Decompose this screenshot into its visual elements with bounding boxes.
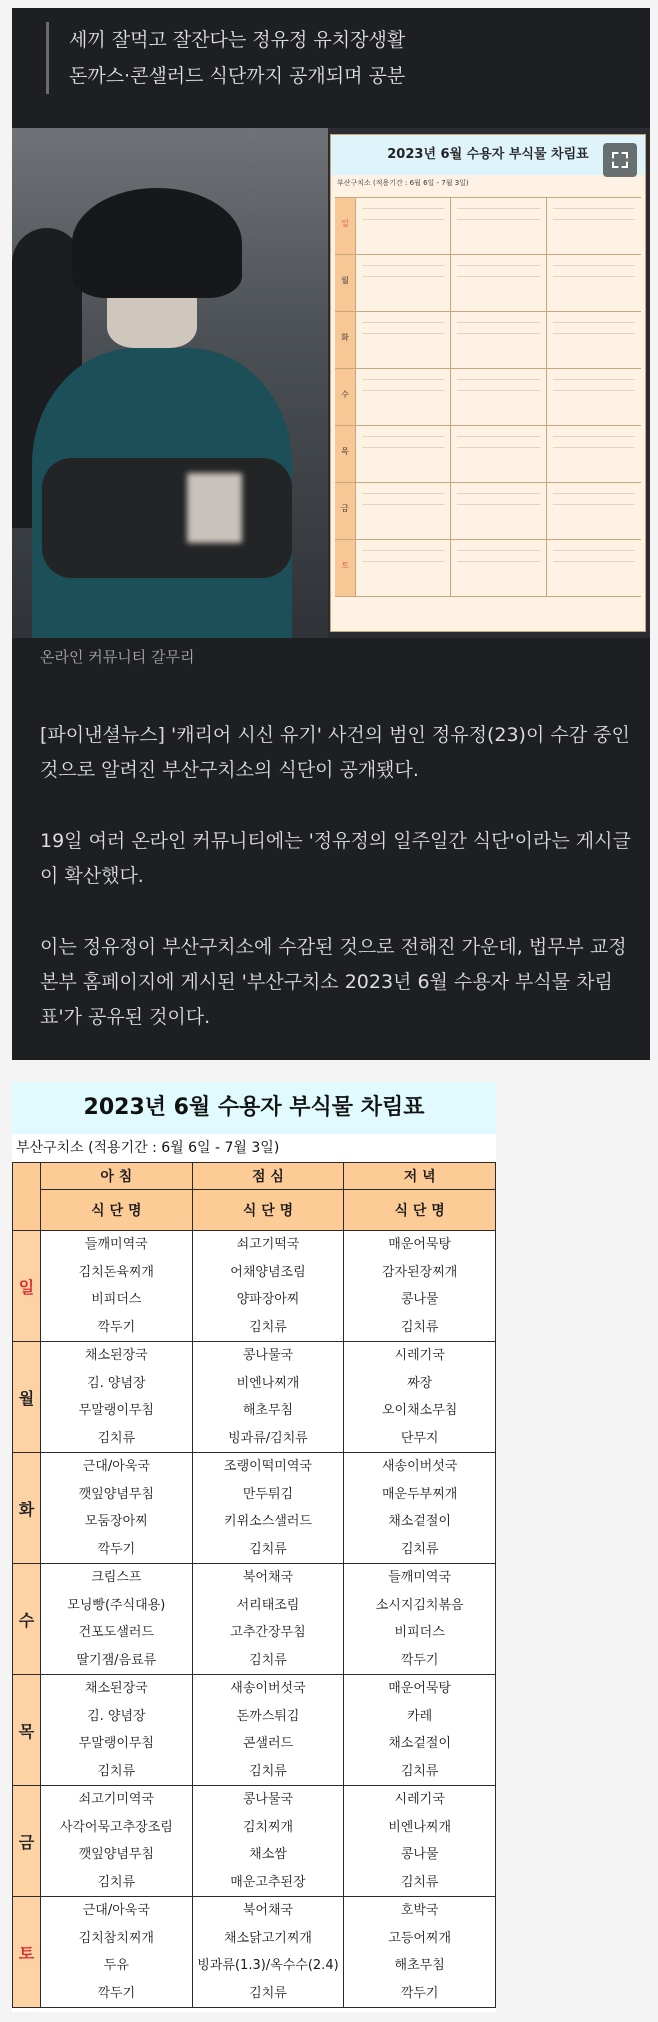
- menu-title: 2023년 6월 수용자 부식물 차림표: [12, 1082, 496, 1134]
- dish-item: 고추간장무침: [230, 1625, 306, 1640]
- mini-line: [553, 208, 635, 209]
- menu-thumbnail-title: 2023년 6월 수용자 부식물 차림표: [331, 135, 645, 175]
- mini-day: 금: [335, 483, 355, 539]
- dish-item: 깍두기: [97, 1541, 136, 1557]
- mini-cell: [450, 540, 545, 596]
- corner-cell: [13, 1163, 41, 1231]
- dish-item: 김치류: [97, 1430, 136, 1446]
- dish-item: 카레: [407, 1708, 433, 1724]
- dish-item: 돈까스튀김: [236, 1708, 300, 1724]
- dinner-cell: [344, 1675, 496, 1786]
- mini-line: [362, 265, 444, 266]
- dish-item: 비피더스: [91, 1292, 142, 1307]
- mini-cell: [546, 369, 641, 425]
- dish-item: 김. 양념장: [87, 1708, 146, 1724]
- menu-table: [12, 1162, 496, 2008]
- dish-item: 오이채소무침: [381, 1403, 458, 1418]
- mini-line: [362, 276, 444, 277]
- dish-item: 감자된장찌개: [381, 1264, 458, 1280]
- article-card: [12, 8, 650, 1060]
- day-row: [13, 1675, 496, 1786]
- dinner-cell: [344, 1231, 496, 1342]
- mini-line: [457, 219, 539, 220]
- dish-item: 단무지: [400, 1430, 439, 1446]
- mini-cell: [355, 369, 450, 425]
- mini-cell: [450, 369, 545, 425]
- mini-day: 화: [335, 312, 355, 368]
- dish-item: 근대/아욱국: [82, 1903, 150, 1918]
- headline: [46, 22, 405, 94]
- mini-line: [362, 219, 444, 220]
- mini-line: [362, 322, 444, 323]
- menu-thumbnail-subtitle: 부산구치소 (적용기간 : 6월 6일 - 7월 3일): [337, 179, 469, 187]
- mini-line: [457, 493, 539, 494]
- dish-item: 채소된장국: [84, 1348, 148, 1363]
- mini-day: 월: [335, 255, 355, 311]
- dish-item: 소시지김치볶음: [375, 1597, 464, 1613]
- mini-line: [457, 276, 539, 277]
- mini-row: [335, 369, 641, 426]
- mini-line: [553, 550, 635, 551]
- dish-item: 크림스프: [91, 1570, 142, 1585]
- dish-item: 깍두기: [97, 1319, 136, 1335]
- dish-item: 김치참치찌개: [78, 1930, 154, 1946]
- dish-item: 무말랭이무침: [78, 1403, 154, 1418]
- article-image[interactable]: [12, 128, 650, 638]
- mini-line: [457, 504, 539, 505]
- mini-cell: [546, 198, 641, 254]
- mini-line: [457, 390, 539, 391]
- dish-item: 콩나물국: [242, 1792, 294, 1807]
- dish-item: 김치류: [249, 1652, 287, 1668]
- mini-cell: [546, 483, 641, 539]
- dish-item: 북어채국: [242, 1903, 294, 1918]
- lunch-cell: [192, 1564, 344, 1675]
- dish-item: 키위소스샐러드: [224, 1514, 312, 1529]
- menu-body: [13, 1231, 496, 2008]
- mini-cell: [546, 426, 641, 482]
- image-caption: 온라인 커뮤니티 갈무리: [40, 648, 195, 666]
- dish-item: 매운고추된장: [230, 1874, 306, 1890]
- dish-header-row: [13, 1190, 496, 1231]
- mini-cell: [450, 255, 545, 311]
- dish-item: 비엔나찌개: [388, 1819, 452, 1835]
- mini-line: [362, 493, 444, 494]
- dish-item: 호박국: [400, 1903, 439, 1918]
- dish-item: 두유: [103, 1958, 129, 1973]
- dish-item: 빙과류/김치류: [228, 1430, 308, 1446]
- mini-row: [335, 312, 641, 369]
- dish-item: 모닝빵(주식대용): [67, 1597, 166, 1613]
- person-arms: [42, 458, 292, 578]
- dish-item: 시레기국: [394, 1348, 445, 1363]
- dish-item: 깍두기: [400, 1985, 439, 2001]
- mini-line: [362, 333, 444, 334]
- day-row: [13, 1231, 496, 1342]
- mini-day: 목: [335, 426, 355, 482]
- menu-table-image: [12, 1082, 496, 2012]
- mini-line: [362, 379, 444, 380]
- dish-item: 매운두부찌개: [381, 1486, 458, 1502]
- dish-item: 해초무침: [394, 1958, 445, 1973]
- mini-line: [457, 379, 539, 380]
- dish-item: 김치류: [97, 1874, 136, 1890]
- breakfast-cell: [41, 1342, 193, 1453]
- dish-item: 고등어찌개: [388, 1930, 452, 1946]
- dinner-cell: [344, 1453, 496, 1564]
- dish-item: 쇠고기미역국: [78, 1792, 154, 1807]
- expand-icon[interactable]: [603, 143, 637, 177]
- dish-item: 채소닭고기찌개: [224, 1930, 312, 1946]
- dish-item: 김치류: [249, 1541, 287, 1557]
- dish-item: 매운어묵탕: [388, 1681, 452, 1696]
- dinner-cell: [344, 1786, 496, 1897]
- menu-thumbnail: [330, 134, 646, 632]
- mini-line: [457, 208, 539, 209]
- breakfast-cell: [41, 1786, 193, 1897]
- mini-day: 토: [335, 540, 355, 596]
- headline-line-1: 세끼 잘먹고 잘잔다는 정유정 유치장생활: [69, 29, 406, 51]
- dish-item: 김치류: [249, 1763, 287, 1779]
- lunch-cell: [192, 1786, 344, 1897]
- mini-line: [553, 561, 635, 562]
- mini-line: [553, 276, 635, 277]
- day-label: 화: [13, 1453, 41, 1564]
- dish-item: 채소쌈: [249, 1847, 287, 1862]
- dish-item: 새송이버섯국: [230, 1681, 306, 1696]
- dish-item: 채소겉절이: [388, 1736, 452, 1751]
- dish-item: 김. 양념장: [87, 1375, 146, 1391]
- mini-line: [553, 447, 635, 448]
- blurred-region: [187, 473, 242, 543]
- mini-line: [553, 219, 635, 220]
- lunch-cell: [192, 1897, 344, 2008]
- mini-line: [457, 447, 539, 448]
- mini-cell: [355, 426, 450, 482]
- mini-line: [457, 550, 539, 551]
- dish-item: 들깨미역국: [388, 1570, 452, 1585]
- mini-line: [362, 561, 444, 562]
- dish-item: 어채양념조림: [230, 1264, 306, 1280]
- dish-item: 북어채국: [242, 1570, 294, 1585]
- mini-cell: [355, 483, 450, 539]
- dish-item: 만두튀김: [242, 1486, 294, 1502]
- meal-lunch: 점 심: [192, 1163, 344, 1190]
- dish-item: 김치류: [400, 1319, 439, 1335]
- mini-cell: [546, 540, 641, 596]
- day-row: [13, 1342, 496, 1453]
- mini-row: [335, 198, 641, 255]
- dish-item: 김치류: [400, 1541, 439, 1557]
- mini-line: [362, 208, 444, 209]
- dish-item: 콩나물: [400, 1847, 439, 1862]
- mini-line: [553, 333, 635, 334]
- mini-row: [335, 540, 641, 597]
- menu-thumbnail-grid: [335, 197, 641, 628]
- mini-cell: [546, 312, 641, 368]
- dish-item: 깻잎양념무침: [78, 1486, 154, 1502]
- day-label: 금: [13, 1786, 41, 1897]
- lunch-cell: [192, 1675, 344, 1786]
- news-photo: [12, 128, 328, 638]
- mini-day: 일: [335, 198, 355, 254]
- mini-cell: [546, 255, 641, 311]
- dish-item: 콩나물: [400, 1292, 439, 1307]
- mini-row: [335, 483, 641, 540]
- dish-item: 무말랭이무침: [78, 1736, 154, 1751]
- mini-line: [362, 550, 444, 551]
- mini-day: 수: [335, 369, 355, 425]
- dish-header: 식 단 명: [344, 1190, 496, 1231]
- mini-cell: [355, 540, 450, 596]
- mini-line: [362, 390, 444, 391]
- mini-line: [457, 322, 539, 323]
- mini-line: [457, 333, 539, 334]
- dish-item: 근대/아욱국: [82, 1459, 150, 1474]
- dish-item: 김치찌개: [242, 1819, 294, 1835]
- dish-item: 짜장: [407, 1375, 433, 1391]
- mini-line: [553, 436, 635, 437]
- dish-item: 김치돈육찌개: [78, 1264, 154, 1280]
- meal-dinner: 저 녁: [344, 1163, 496, 1190]
- mini-row: [335, 426, 641, 483]
- mini-cell: [450, 198, 545, 254]
- mini-line: [457, 265, 539, 266]
- dish-item: 새송이버섯국: [381, 1459, 458, 1474]
- paragraph-3: 이는 정유정이 부산구치소에 수감된 것으로 전해진 가운데, 법무부 교정본부 홈페이지에 게시된 '부산구치소 2023년 6월 수용자 부식물 차림표'가 공유된 것이다.: [40, 936, 627, 1028]
- dish-item: 모둠장아찌: [84, 1514, 148, 1529]
- mini-cell: [450, 312, 545, 368]
- dish-item: 사각어묵고추장조림: [59, 1819, 173, 1835]
- breakfast-cell: [41, 1453, 193, 1564]
- mini-line: [553, 493, 635, 494]
- dish-item: 비엔나찌개: [236, 1375, 300, 1391]
- headline-line-2: 돈까스·콘샐러드 식단까지 공개되며 공분: [69, 65, 406, 87]
- mini-line: [553, 390, 635, 391]
- dish-header: 식 단 명: [192, 1190, 344, 1231]
- mini-line: [553, 379, 635, 380]
- mini-line: [362, 447, 444, 448]
- person-hat: [72, 188, 242, 298]
- dish-item: 쇠고기떡국: [236, 1237, 300, 1252]
- mini-line: [553, 265, 635, 266]
- mini-cell: [355, 255, 450, 311]
- day-label: 목: [13, 1675, 41, 1786]
- lunch-cell: [192, 1453, 344, 1564]
- day-row: [13, 1786, 496, 1897]
- breakfast-cell: [41, 1897, 193, 2008]
- mini-line: [553, 322, 635, 323]
- dish-item: 깻잎양념무침: [78, 1847, 154, 1862]
- dish-item: 매운어묵탕: [388, 1237, 452, 1252]
- mini-line: [362, 504, 444, 505]
- meal-header-row: [13, 1163, 496, 1190]
- dish-item: 건포도샐러드: [78, 1625, 154, 1640]
- dish-item: 콩나물국: [242, 1348, 294, 1363]
- day-label: 일: [13, 1231, 41, 1342]
- dish-item: 해초무침: [242, 1403, 294, 1418]
- dish-item: 빙과류(1.3)/옥수수(2.4): [197, 1958, 339, 1973]
- dish-item: 김치류: [97, 1763, 136, 1779]
- dish-item: 김치류: [249, 1985, 287, 2001]
- menu-subtitle: 부산구치소 (적용기간 : 6월 6일 - 7월 3일): [12, 1134, 496, 1162]
- dish-item: 채소겉절이: [388, 1514, 452, 1529]
- dish-item: 콘샐러드: [242, 1736, 294, 1751]
- dish-item: 비피더스: [394, 1625, 445, 1640]
- mini-cell: [355, 198, 450, 254]
- mini-line: [457, 436, 539, 437]
- dish-item: 조랭이떡미역국: [224, 1459, 312, 1474]
- dish-header: 식 단 명: [41, 1190, 193, 1231]
- paragraph-1: [파이낸셜뉴스] '캐리어 시신 유기' 사건의 범인 정유정(23)이 수감 중인 것으로 알려진 부산구치소의 식단이 공개됐다.: [40, 724, 630, 781]
- day-label: 월: [13, 1342, 41, 1453]
- day-label: 토: [13, 1897, 41, 2008]
- dish-item: 딸기잼/음료류: [76, 1652, 157, 1668]
- dish-item: 깍두기: [400, 1652, 439, 1668]
- dish-item: 깍두기: [97, 1985, 136, 2001]
- dish-item: 양파장아찌: [236, 1292, 300, 1307]
- breakfast-cell: [41, 1675, 193, 1786]
- dinner-cell: [344, 1342, 496, 1453]
- dish-item: 들깨미역국: [84, 1237, 148, 1252]
- paragraph-2: 19일 여러 온라인 커뮤니티에는 '정유정의 일주일간 식단'이라는 게시글이 확산했다.: [40, 830, 631, 887]
- dish-item: 채소된장국: [84, 1681, 148, 1696]
- lunch-cell: [192, 1231, 344, 1342]
- lunch-cell: [192, 1342, 344, 1453]
- dinner-cell: [344, 1897, 496, 2008]
- dinner-cell: [344, 1564, 496, 1675]
- mini-cell: [355, 312, 450, 368]
- day-row: [13, 1564, 496, 1675]
- dish-item: 김치류: [400, 1763, 439, 1779]
- mini-line: [457, 561, 539, 562]
- dish-item: 김치류: [249, 1319, 287, 1335]
- day-row: [13, 1897, 496, 2008]
- dish-item: 시레기국: [394, 1792, 445, 1807]
- mini-cell: [450, 483, 545, 539]
- mini-line: [362, 436, 444, 437]
- dish-item: 김치류: [400, 1874, 439, 1890]
- mini-cell: [450, 426, 545, 482]
- mini-line: [553, 504, 635, 505]
- day-label: 수: [13, 1564, 41, 1675]
- breakfast-cell: [41, 1564, 193, 1675]
- meal-breakfast: 아 침: [41, 1163, 193, 1190]
- mini-row: [335, 255, 641, 312]
- dish-item: 서리태조림: [236, 1597, 300, 1613]
- breakfast-cell: [41, 1231, 193, 1342]
- day-row: [13, 1453, 496, 1564]
